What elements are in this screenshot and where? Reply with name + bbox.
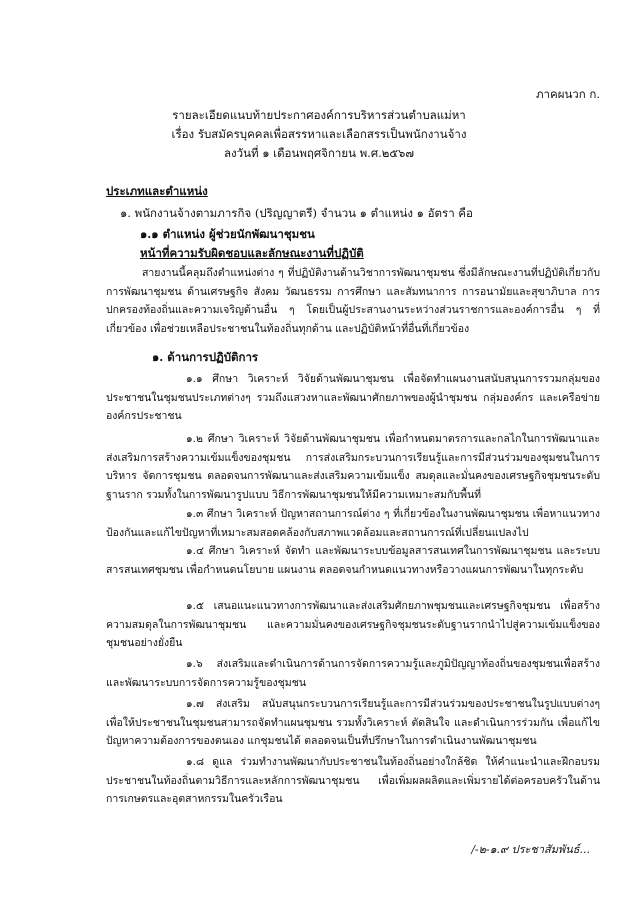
item-text: ๑.๒ ศึกษา วิเคราะห์ วิจัยด้านพัฒนาชุมชน เพื่อกำหนดมาตรการและกลไกในการพัฒนาและส่งเสริมการสร้างความเข้มแข็งของชุมชน การส่งเสริมกระบวนการเรียนรู้และการมีส่วนร่วมของชุมชนในการบริหาร จัดการชุมชน ตลอดจนการพัฒนาและส่งเสริมความเข้มแข็ง สมดุลและมั่นคงของเศรษฐกิจชุมชนระดับฐานราก รวมทั้งในการพัฒนารูปแบบ วิธีการพัฒนาชุมชนให้มีความเหมาะสมกับพื้นที่ — [106, 433, 600, 501]
title-line-2: เรื่อง รับสมัครบุคคลเพื่อสรรหาและเลือกสรรเป็นพนักงานจ้าง — [171, 127, 467, 141]
list-item — [106, 370, 600, 426]
list-item — [106, 597, 600, 653]
list-item — [106, 505, 600, 542]
position-line: ๑. พนักงานจ้างตามภารกิจ (ปริญญาตรี) จำนวน ๑ ตำแหน่ง ๑ อัตรา คือ — [120, 206, 473, 220]
section-heading: ประเภทและตำแหน่ง — [106, 184, 208, 198]
item-text: ๑.๕ เสนอแนะแนวทางการพัฒนาและส่งเสริมศักยภาพชุมชนและเศรษฐกิจชุมชน เพื่อสร้างความสมดุลในการพัฒนาชุมชน และความมั่นคงของเศรษฐกิจชุมชนระดับฐานรากนำไปสู่ความเข้มแข็งของชุมชนอย่างยั่งยืน — [106, 600, 600, 649]
list-item — [106, 695, 600, 751]
summary-paragraph — [106, 264, 600, 338]
item-text: ๑.๘ ดูแล ร่วมทำงานพัฒนากับประชาชนในท้องถิ่นอย่างใกล้ชิด ให้คำแนะนำและฝึกอบรมประชาชนในท้องถิ่นตามวิธีการและหลักการพัฒนาชุมชน เพื่อเพิ่มผลผลิตและเพิ่มรายได้ต่อครอบครัวในด้านการเกษตรและอุตสาหกรรมในครัวเรือน — [106, 756, 600, 805]
item-text: ๑.๓ ศึกษา วิเคราะห์ ปัญหาสถานการณ์ต่าง ๆ ที่เกี่ยวข้องในงานพัฒนาชุมชน เพื่อหาแนวทางป้องกันและแก้ไขปัญหาที่เหมาะสมสอดคล้องกับสภาพแวดล้อมและสถานการณ์ที่เปลี่ยนแปลงไป — [106, 508, 600, 539]
annex-label: ภาคผนวก ก. — [535, 87, 600, 101]
list-item — [106, 542, 600, 579]
continuation-note: /-๒-๑.๙ ประชาสัมพันธ์... — [471, 843, 590, 856]
title-line-3: ลงวันที่ ๑ เดือนพฤศจิกายน พ.ศ.๒๕๖๗ — [223, 146, 415, 160]
document-title — [0, 106, 638, 163]
item-text: ๑.๑ ศึกษา วิเคราะห์ วิจัยด้านพัฒนาชุมชน เพื่อจัดทำแผนงานสนับสนุนการรวมกลุ่มของประชาชนในชุมชนประเภทต่างๆ รวมถึงแสวงหาและพัฒนาศักยภาพของผู้นำชุมชน กลุ่มองค์กร และเครือข่ายองค์กรประชาชน — [106, 373, 600, 422]
ops-heading: ๑. ด้านการปฏิบัติการ — [152, 350, 259, 364]
list-item — [106, 753, 600, 809]
item-text: ๑.๔ ศึกษา วิเคราะห์ จัดทำ และพัฒนาระบบข้อมูลสารสนเทศในการพัฒนาชุมชน และระบบสารสนเทศชุมชน เพื่อกำหนดนโยบาย แผนงาน ตลอดจนกำหนดแนวทางหรือวางแผนการพัฒนาในทุกระดับ — [106, 545, 600, 576]
duties-heading: หน้าที่ความรับผิดชอบและลักษณะงานที่ปฏิบัติ — [140, 246, 364, 260]
title-line-1: รายละเอียดแนบท้ายประกาศองค์การบริหารส่วนตำบลแม่หา — [172, 108, 466, 122]
summary-text: สายงานนี้คลุมถึงตำแหน่งต่าง ๆ ที่ปฏิบัติงานด้านวิชาการพัฒนาชุมชน ซึ่งมีลักษณะงานที่ปฏิบัติเกี่ยวกับการพัฒนาชุมชน ด้านเศรษฐกิจ สังคม วัฒนธรรม การศึกษา และสัมทนาการ การอนามัยและสุขาภิบาล การปกครองท้องถิ่นและความเจริญด้านอื่น ๆ โดยเป็นผู้ประสานงานระหว่างส่วนราชการและองค์การอื่น ๆ ที่เกี่ยวข้อง เพื่อช่วยเหลือประชาชนในท้องถิ่นทุกด้าน และปฏิบัติหน้าที่อื่นที่เกี่ยวข้อง — [106, 267, 600, 335]
position-title: ๑.๑ ตำแหน่ง ผู้ช่วยนักพัฒนาชุมชน — [140, 227, 315, 241]
item-text: ๑.๗ ส่งเสริม สนับสนุนกระบวนการเรียนรู้และการมีส่วนร่วมของประชาชนในรูปแบบต่างๆ เพื่อให้ประชาชนในชุมชนสามารถจัดทำแผนชุมชน รวมทั้งวิเคราะห์ ตัดสินใจ และดำเนินการร่วมกัน เพื่อแก้ไขปัญหาความต้องการของตนเอง แกชุมชนได้ ตลอดจนเป็นที่ปรึกษาในการดำเนินงานพัฒนาชุมชน — [106, 698, 600, 747]
list-item — [106, 430, 600, 504]
item-text: ๑.๖ ส่งเสริมและดำเนินการด้านการจัดการความรู้และภูมิปัญญาท้องถิ่นของชุมชนเพื่อสร้างและพัฒนาระบบการจัดการความรู้ของชุมชน — [106, 658, 600, 689]
list-item — [106, 655, 600, 692]
